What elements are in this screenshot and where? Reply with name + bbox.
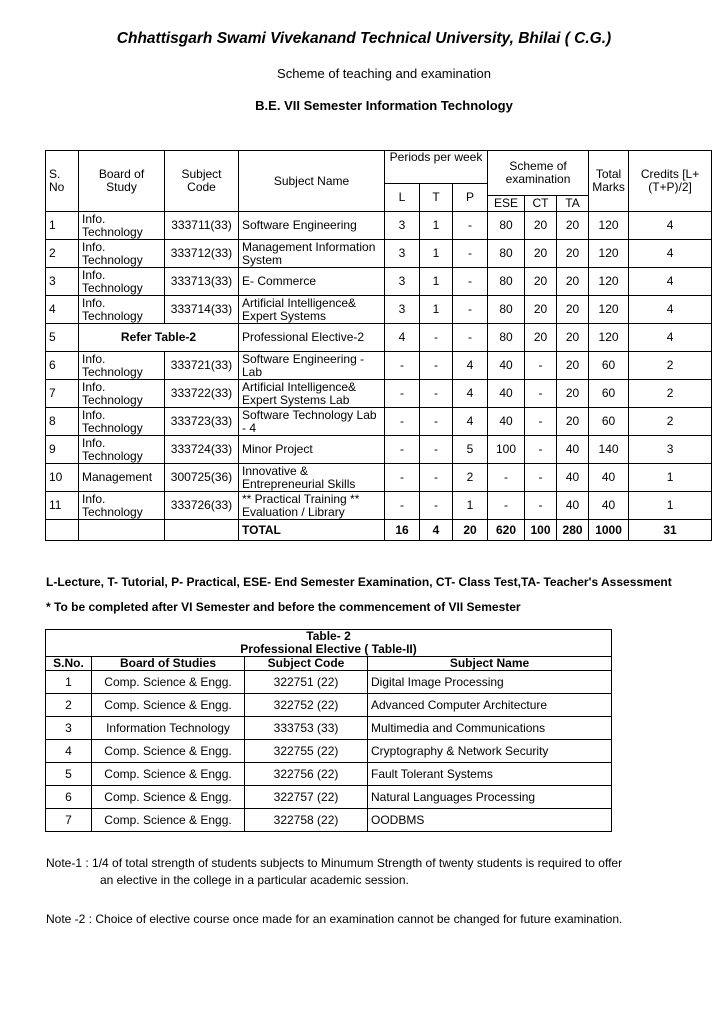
note-1-line-2: an elective in the college in a particular academic session. <box>100 873 409 887</box>
row-total-marks: 60 <box>589 408 629 436</box>
row-code: 333726(33) <box>165 492 239 520</box>
elective-sno: 5 <box>46 763 92 786</box>
row-T: - <box>420 492 453 520</box>
elective-board: Comp. Science & Engg. <box>92 671 245 694</box>
row-subject-name: Management Information System <box>239 240 385 268</box>
header-L: L <box>385 184 420 212</box>
row-sno: 4 <box>46 296 79 324</box>
total-empty-cell <box>165 520 239 541</box>
scheme-row <box>46 352 712 380</box>
row-ESE: - <box>488 492 525 520</box>
elective-board: Comp. Science & Engg. <box>92 763 245 786</box>
header-credits: Credits [L+(T+P)/2] <box>629 151 712 212</box>
row-P: 2 <box>453 464 488 492</box>
elective-sno: 4 <box>46 740 92 763</box>
row-credits: 4 <box>629 240 712 268</box>
elective-code: 322752 (22) <box>245 694 368 717</box>
scheme-row <box>46 212 712 240</box>
row-L: 3 <box>385 268 420 296</box>
row-subject-name: E- Commerce <box>239 268 385 296</box>
total-ESE: 620 <box>488 520 525 541</box>
scheme-row <box>46 324 712 352</box>
row-board: Info. Technology <box>79 408 165 436</box>
row-TA: 20 <box>557 268 589 296</box>
row-sno: 10 <box>46 464 79 492</box>
header-TA: TA <box>557 196 589 212</box>
header-subject-name: Subject Name <box>239 151 385 212</box>
elective-row <box>46 763 612 786</box>
elective-row <box>46 740 612 763</box>
elective-sno: 6 <box>46 786 92 809</box>
elective-row <box>46 717 612 740</box>
row-CT: 20 <box>525 212 557 240</box>
training-footnote: * To be completed after VI Semester and before the commencement of VII Semester <box>46 600 521 614</box>
row-L: 3 <box>385 212 420 240</box>
row-L: - <box>385 380 420 408</box>
note-1-line-1: Note-1 : 1/4 of total strength of students subjects to Minumum Strength of twenty students is required to offer <box>46 856 623 870</box>
row-credits: 4 <box>629 296 712 324</box>
elective-table-subtitle: Professional Elective ( Table-II) <box>46 643 612 657</box>
row-L: - <box>385 464 420 492</box>
row-T: - <box>420 324 453 352</box>
elective-sno: 7 <box>46 809 92 832</box>
row-board: Refer Table-2 <box>79 324 239 352</box>
total-L: 16 <box>385 520 420 541</box>
row-P: 4 <box>453 408 488 436</box>
total-T: 4 <box>420 520 453 541</box>
elective-table-title: Table- 2 <box>46 630 612 644</box>
row-credits: 2 <box>629 408 712 436</box>
row-ESE: 100 <box>488 436 525 464</box>
row-total-marks: 120 <box>589 324 629 352</box>
header-scheme: Scheme of examination <box>488 151 589 196</box>
row-ESE: 80 <box>488 240 525 268</box>
row-CT: 20 <box>525 240 557 268</box>
scheme-table-header <box>46 151 712 212</box>
header-total-marks: Total Marks <box>589 151 629 212</box>
elective-subject-name: Fault Tolerant Systems <box>368 763 612 786</box>
row-P: 1 <box>453 492 488 520</box>
row-CT: - <box>525 464 557 492</box>
row-TA: 20 <box>557 324 589 352</box>
elective-row <box>46 809 612 832</box>
row-credits: 2 <box>629 352 712 380</box>
row-T: - <box>420 352 453 380</box>
row-sno: 7 <box>46 380 79 408</box>
row-total-marks: 140 <box>589 436 629 464</box>
row-total-marks: 120 <box>589 240 629 268</box>
scheme-row <box>46 240 712 268</box>
row-L: 3 <box>385 296 420 324</box>
scheme-table <box>45 150 712 541</box>
total-TA: 280 <box>557 520 589 541</box>
elective-table <box>45 629 612 832</box>
row-code: 300725(36) <box>165 464 239 492</box>
row-credits: 1 <box>629 464 712 492</box>
elective-sno: 1 <box>46 671 92 694</box>
total-label: TOTAL <box>239 520 385 541</box>
row-ESE: 80 <box>488 268 525 296</box>
row-L: - <box>385 492 420 520</box>
row-ESE: 40 <box>488 352 525 380</box>
total-P: 20 <box>453 520 488 541</box>
total-credits: 31 <box>629 520 712 541</box>
row-subject-name: ** Practical Training ** Evaluation / Library <box>239 492 385 520</box>
row-P: 4 <box>453 352 488 380</box>
row-total-marks: 120 <box>589 268 629 296</box>
scheme-row <box>46 380 712 408</box>
elective-subject-name: Natural Languages Processing <box>368 786 612 809</box>
header-CT: CT <box>525 196 557 212</box>
elective-header-sno: S.No. <box>46 657 92 671</box>
elective-board: Comp. Science & Engg. <box>92 740 245 763</box>
row-total-marks: 120 <box>589 212 629 240</box>
row-code: 333712(33) <box>165 240 239 268</box>
row-T: - <box>420 464 453 492</box>
row-code: 333724(33) <box>165 436 239 464</box>
elective-subject-name: Multimedia and Communications <box>368 717 612 740</box>
row-P: - <box>453 296 488 324</box>
scheme-title: Scheme of teaching and examination <box>277 66 491 81</box>
row-subject-name: Artificial Intelligence& Expert Systems Lab <box>239 380 385 408</box>
elective-row <box>46 786 612 809</box>
elective-code: 322758 (22) <box>245 809 368 832</box>
elective-header-board: Board of Studies <box>92 657 245 671</box>
row-CT: - <box>525 436 557 464</box>
scheme-row <box>46 268 712 296</box>
elective-board: Comp. Science & Engg. <box>92 694 245 717</box>
row-TA: 40 <box>557 492 589 520</box>
row-TA: 20 <box>557 212 589 240</box>
header-periods: Periods per week <box>385 151 488 184</box>
row-L: - <box>385 408 420 436</box>
row-TA: 40 <box>557 436 589 464</box>
row-T: - <box>420 436 453 464</box>
row-code: 333722(33) <box>165 380 239 408</box>
elective-subject-name: Cryptography & Network Security <box>368 740 612 763</box>
row-code: 333721(33) <box>165 352 239 380</box>
row-sno: 11 <box>46 492 79 520</box>
row-sno: 6 <box>46 352 79 380</box>
row-P: - <box>453 324 488 352</box>
semester-title: B.E. VII Semester Information Technology <box>255 98 513 113</box>
row-subject-name: Software Engineering - Lab <box>239 352 385 380</box>
row-TA: 40 <box>557 464 589 492</box>
elective-code: 322757 (22) <box>245 786 368 809</box>
elective-code: 322756 (22) <box>245 763 368 786</box>
elective-row <box>46 671 612 694</box>
university-title: Chhattisgarh Swami Vivekanand Technical University, Bhilai ( C.G.) <box>116 30 612 47</box>
row-ESE: 80 <box>488 324 525 352</box>
row-total-marks: 60 <box>589 380 629 408</box>
row-T: 1 <box>420 268 453 296</box>
row-board: Info. Technology <box>79 240 165 268</box>
total-row <box>46 520 712 541</box>
row-P: 4 <box>453 380 488 408</box>
scheme-table-body <box>46 212 712 520</box>
row-board: Info. Technology <box>79 492 165 520</box>
elective-header-name: Subject Name <box>368 657 612 671</box>
total-empty-cell <box>46 520 79 541</box>
row-credits: 2 <box>629 380 712 408</box>
row-credits: 3 <box>629 436 712 464</box>
elective-board: Information Technology <box>92 717 245 740</box>
header-ESE: ESE <box>488 196 525 212</box>
row-credits: 4 <box>629 212 712 240</box>
elective-code: 322755 (22) <box>245 740 368 763</box>
row-subject-name: Professional Elective-2 <box>239 324 385 352</box>
row-T: 1 <box>420 296 453 324</box>
row-total-marks: 120 <box>589 296 629 324</box>
row-subject-name: Innovative & Entrepreneurial Skills <box>239 464 385 492</box>
header-sno: S. No <box>46 151 79 212</box>
scheme-row <box>46 492 712 520</box>
row-P: - <box>453 212 488 240</box>
elective-subject-name: Digital Image Processing <box>368 671 612 694</box>
elective-subject-name: Advanced Computer Architecture <box>368 694 612 717</box>
row-P: - <box>453 268 488 296</box>
row-board: Info. Technology <box>79 380 165 408</box>
row-board: Info. Technology <box>79 296 165 324</box>
row-subject-name: Minor Project <box>239 436 385 464</box>
row-TA: 20 <box>557 296 589 324</box>
row-board: Management <box>79 464 165 492</box>
row-sno: 3 <box>46 268 79 296</box>
row-CT: - <box>525 352 557 380</box>
row-TA: 20 <box>557 352 589 380</box>
row-sno: 5 <box>46 324 79 352</box>
row-total-marks: 40 <box>589 492 629 520</box>
row-code: 333711(33) <box>165 212 239 240</box>
row-CT: - <box>525 380 557 408</box>
header-code: Subject Code <box>165 151 239 212</box>
row-T: 1 <box>420 240 453 268</box>
scheme-row <box>46 296 712 324</box>
row-TA: 20 <box>557 380 589 408</box>
elective-table-body <box>46 671 612 832</box>
row-subject-name: Software Technology Lab - 4 <box>239 408 385 436</box>
row-TA: 20 <box>557 408 589 436</box>
row-L: 4 <box>385 324 420 352</box>
row-subject-name: Artificial Intelligence& Expert Systems <box>239 296 385 324</box>
row-board: Info. Technology <box>79 352 165 380</box>
row-P: 5 <box>453 436 488 464</box>
row-subject-name: Software Engineering <box>239 212 385 240</box>
row-L: 3 <box>385 240 420 268</box>
row-ESE: 40 <box>488 408 525 436</box>
row-L: - <box>385 352 420 380</box>
row-total-marks: 40 <box>589 464 629 492</box>
header-T: T <box>420 184 453 212</box>
row-sno: 9 <box>46 436 79 464</box>
row-total-marks: 60 <box>589 352 629 380</box>
row-ESE: 40 <box>488 380 525 408</box>
scheme-row <box>46 408 712 436</box>
row-board: Info. Technology <box>79 268 165 296</box>
elective-sno: 2 <box>46 694 92 717</box>
row-TA: 20 <box>557 240 589 268</box>
total-CT: 100 <box>525 520 557 541</box>
row-T: - <box>420 408 453 436</box>
row-board: Info. Technology <box>79 212 165 240</box>
total-marks: 1000 <box>589 520 629 541</box>
elective-code: 333753 (33) <box>245 717 368 740</box>
elective-code: 322751 (22) <box>245 671 368 694</box>
row-T: - <box>420 380 453 408</box>
elective-header-code: Subject Code <box>245 657 368 671</box>
total-empty-cell <box>79 520 165 541</box>
row-CT: - <box>525 492 557 520</box>
row-sno: 1 <box>46 212 79 240</box>
elective-board: Comp. Science & Engg. <box>92 809 245 832</box>
row-credits: 4 <box>629 268 712 296</box>
elective-sno: 3 <box>46 717 92 740</box>
row-sno: 8 <box>46 408 79 436</box>
elective-row <box>46 694 612 717</box>
row-credits: 1 <box>629 492 712 520</box>
header-P: P <box>453 184 488 212</box>
elective-subject-name: OODBMS <box>368 809 612 832</box>
note-2: Note -2 : Choice of elective course once made for an examination cannot be changed for future examination. <box>46 912 623 926</box>
row-P: - <box>453 240 488 268</box>
row-ESE: 80 <box>488 212 525 240</box>
row-CT: 20 <box>525 324 557 352</box>
row-ESE: 80 <box>488 296 525 324</box>
row-code: 333723(33) <box>165 408 239 436</box>
row-ESE: - <box>488 464 525 492</box>
note-1 <box>46 855 706 889</box>
row-sno: 2 <box>46 240 79 268</box>
row-credits: 4 <box>629 324 712 352</box>
row-CT: 20 <box>525 268 557 296</box>
scheme-row <box>46 464 712 492</box>
header-board: Board of Study <box>79 151 165 212</box>
row-L: - <box>385 436 420 464</box>
row-code: 333714(33) <box>165 296 239 324</box>
scheme-row <box>46 436 712 464</box>
elective-board: Comp. Science & Engg. <box>92 786 245 809</box>
abbreviation-legend: L-Lecture, T- Tutorial, P- Practical, ESE- End Semester Examination, CT- Class Test,TA- Teacher's Assessment <box>46 575 672 589</box>
row-board: Info. Technology <box>79 436 165 464</box>
row-CT: - <box>525 408 557 436</box>
row-T: 1 <box>420 212 453 240</box>
row-code: 333713(33) <box>165 268 239 296</box>
row-CT: 20 <box>525 296 557 324</box>
